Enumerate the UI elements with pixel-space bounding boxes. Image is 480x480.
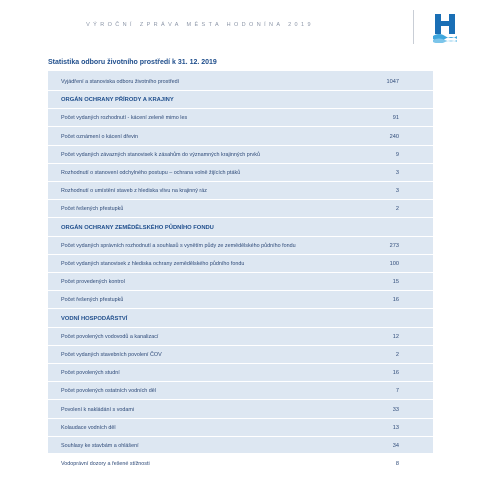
- row-label: Rozhodnutí o umístění staveb z hlediska vlivu na krajinný ráz: [61, 188, 207, 195]
- row-value: 15: [392, 279, 399, 286]
- section-heading-label: VODNÍ HOSPODÁŘSTVÍ: [61, 315, 128, 322]
- row-label: Počet provedených kontrol: [61, 279, 125, 286]
- table-row: [48, 255, 433, 273]
- row-label: Počet vydaných stavebních povolení ČOV: [61, 352, 162, 358]
- row-label: Rozhodnutí o stanovení odchylného postupu – ochrana volně žijících ptáků: [61, 170, 241, 176]
- table-row: [48, 328, 433, 346]
- hodonin-h-logo-icon: [432, 13, 458, 43]
- table-row: [48, 437, 433, 455]
- table-section-heading: [48, 91, 433, 109]
- table-row: [48, 146, 433, 164]
- table-row: [48, 237, 433, 255]
- table-section-heading: [48, 219, 433, 237]
- row-value: 3: [395, 188, 399, 195]
- row-value: 16: [392, 297, 399, 304]
- row-label: Počet povolených ostatních vodních děl: [61, 388, 156, 395]
- statistics-table: [48, 71, 433, 468]
- row-label: Počet vydaných závazných stanovisek k zásahům do významných krajinných prvků: [61, 151, 260, 158]
- row-value: 91: [392, 115, 399, 122]
- row-label: Počet řešených přestupků: [61, 297, 124, 304]
- row-value: 2: [395, 352, 399, 358]
- row-value: 34: [392, 443, 399, 449]
- row-value: 100: [389, 261, 399, 267]
- row-label: Počet povolených studní: [61, 370, 120, 377]
- table-section-heading: [48, 310, 433, 328]
- row-label: Souhlasy ke stavbám a ohlášení: [61, 443, 139, 449]
- report-header-title: VÝROČNÍ ZPRÁVA MĚSTA HODONÍNA 2019: [86, 22, 314, 28]
- table-row: [48, 382, 433, 400]
- row-label: Počet vydaných správních rozhodnutí a souhlasů s vynětím půdy ze zemědělského půdního fondu: [61, 242, 296, 249]
- section-heading-label: ORGÁN OCHRANY ZEMĚDĚLSKÉHO PŮDNÍHO FONDU: [61, 224, 214, 231]
- table-row: [48, 455, 433, 473]
- row-value: 13: [392, 424, 399, 431]
- row-label: Povolení k nakládání s vodami: [61, 406, 135, 413]
- row-value: 12: [392, 333, 399, 340]
- row-label: Počet povolených vodovodů a kanalizací: [61, 333, 159, 340]
- header-divider: [413, 10, 414, 44]
- row-value: 8: [395, 461, 399, 468]
- section-heading-label: ORGÁN OCHRANY PŘÍRODY A KRAJINY: [61, 97, 174, 104]
- table-row: [48, 164, 433, 182]
- table-row: [48, 273, 433, 291]
- table-row: [48, 200, 433, 218]
- row-value: 16: [392, 370, 399, 377]
- row-value: 33: [392, 406, 399, 413]
- table-row: [48, 291, 433, 309]
- row-label: Počet oznámení o kácení dřevin: [61, 133, 139, 140]
- row-label: Kolaudace vodních děl: [61, 424, 116, 431]
- row-value: 7: [395, 388, 399, 395]
- row-value: 3: [395, 170, 399, 176]
- row-label: Počet vydaných rozhodnutí - kácení zeleně mimo les: [61, 115, 188, 122]
- table-row: [48, 401, 433, 419]
- row-value: 1047: [386, 79, 399, 85]
- row-label: Počet řešených přestupků: [61, 206, 124, 213]
- table-row: [48, 73, 433, 91]
- row-label: Počet vydaných stanovisek z hlediska ochrany zemědělského půdního fondu: [61, 261, 245, 267]
- row-value: 240: [389, 133, 399, 140]
- table-row: [48, 128, 433, 146]
- table-row: [48, 346, 433, 364]
- row-value: 2: [395, 206, 399, 213]
- row-label: Vyjádření a stanoviska odboru životního prostředí: [61, 79, 180, 85]
- row-label: Vodoprávní dozory a řešené stížnosti: [61, 461, 150, 468]
- row-value: 9: [395, 151, 399, 158]
- table-row: [48, 419, 433, 437]
- table-row: [48, 364, 433, 382]
- row-value: 273: [389, 242, 399, 249]
- table-row: [48, 182, 433, 200]
- table-row: [48, 109, 433, 127]
- section-title: Statistika odboru životního prostředí k 31. 12. 2019: [48, 59, 217, 66]
